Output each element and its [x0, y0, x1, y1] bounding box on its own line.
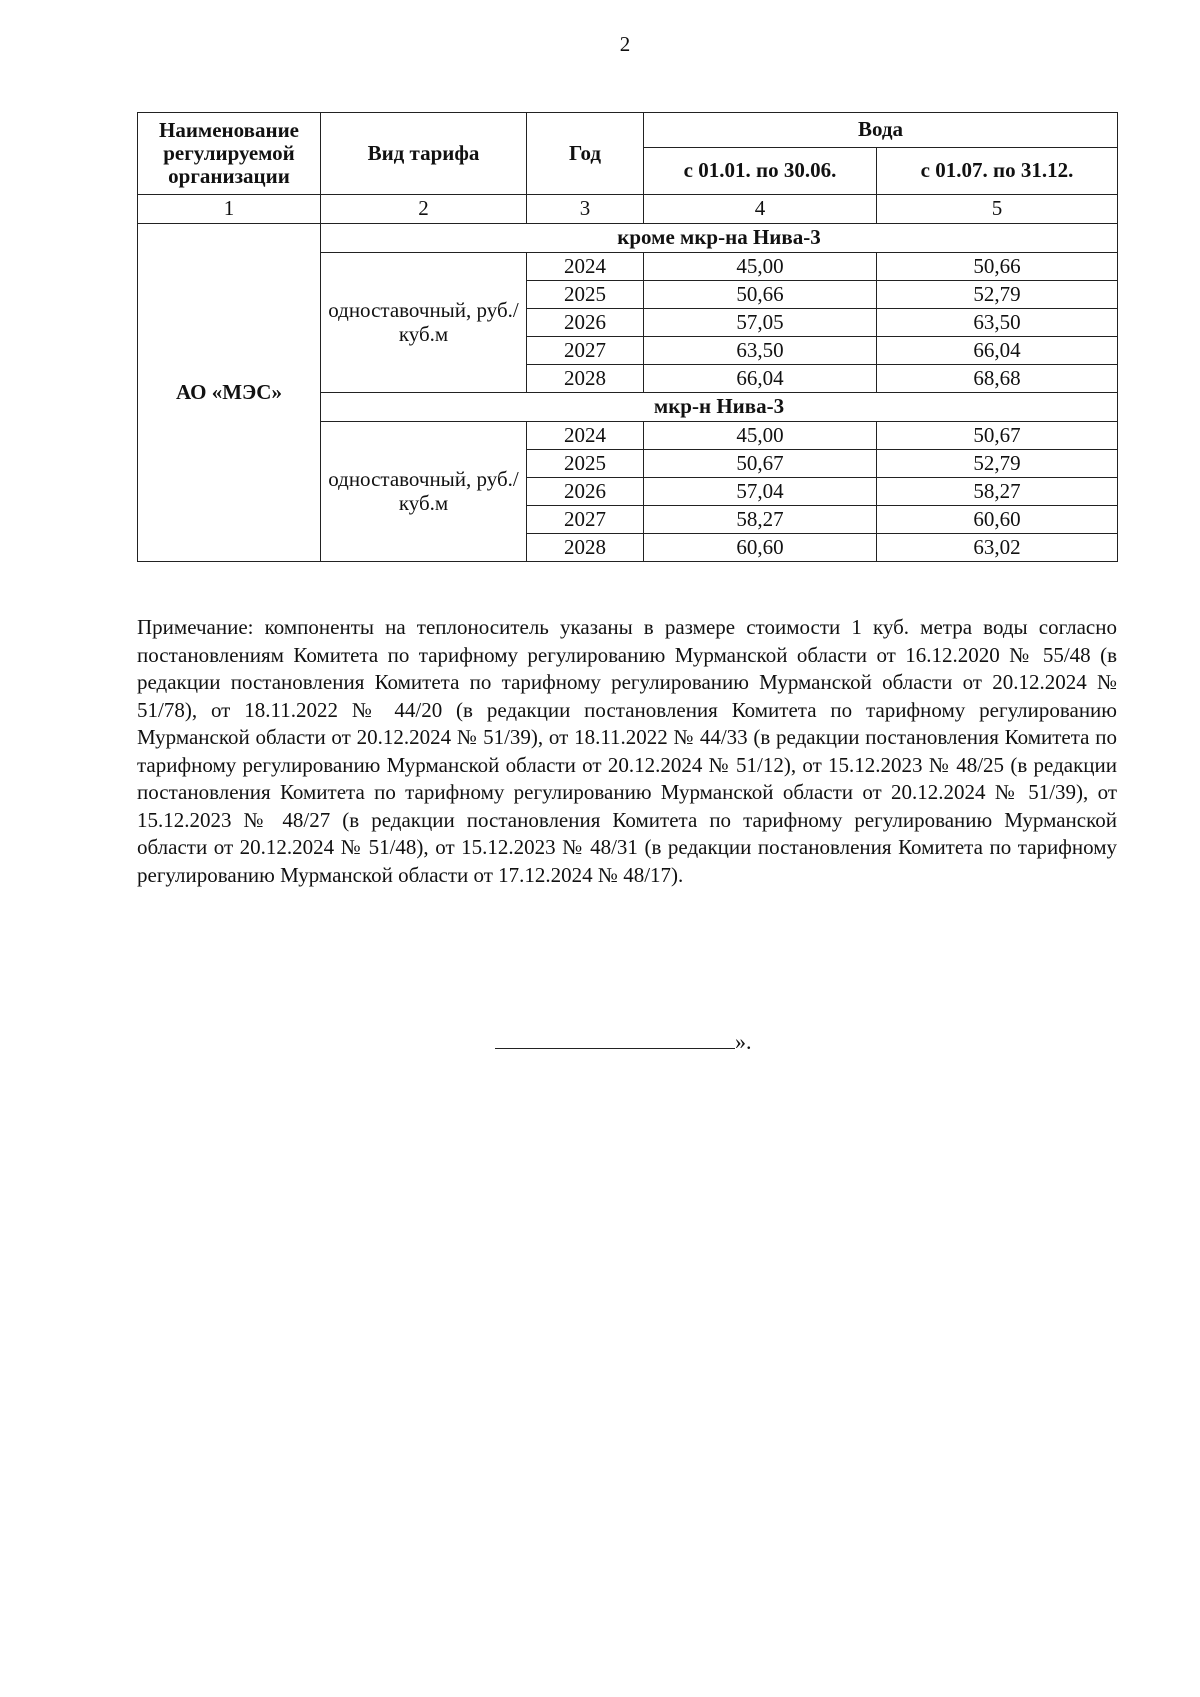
year-cell: 2028 — [527, 534, 644, 562]
value-period2: 63,02 — [877, 534, 1118, 562]
header-period1: с 01.01. по 30.06. — [644, 148, 877, 195]
tariff-table — [137, 112, 1118, 562]
value-period1: 45,00 — [644, 422, 877, 450]
value-period2: 52,79 — [877, 450, 1118, 478]
value-period2: 50,66 — [877, 253, 1118, 281]
note-paragraph: Примечание: компоненты на теплоноситель указаны в размере стоимости 1 куб. метра воды согласно постановлениям Комитета по тарифному регулированию Мурманской области от 16.12.2020 № 55/48 (в редакции постановления Комитета по тарифному регулированию Мурманской области от 20.12.2024 № 51/78), от 18.11.2022 № 44/20 (в редакции постановления Комитета по тарифному регулированию Мурманской области от 20.12.2024 № 51/39), от 18.11.2022 № 44/33 (в редакции постановления Комитета по тарифному регулированию Мурманской области от 20.12.2024 № 51/12), от 15.12.2023 № 48/25 (в редакции постановления Комитета по тарифному регулированию Мурманской области от 20.12.2024 № 51/39), от 15.12.2023 № 48/27 (в редакции постановления Комитета по тарифному регулированию Мурманской области от 20.12.2024 № 51/48), от 15.12.2023 № 48/31 (в редакции постановления Комитета по тарифному регулированию Мурманской области от 17.12.2024 № 48/17). — [137, 615, 1117, 887]
year-cell: 2025 — [527, 281, 644, 309]
year-cell: 2027 — [527, 506, 644, 534]
organization-name: АО «МЭС» — [138, 224, 321, 562]
value-period2: 52,79 — [877, 281, 1118, 309]
value-period1: 66,04 — [644, 365, 877, 393]
year-cell: 2026 — [527, 309, 644, 337]
header-group: Вода — [644, 113, 1118, 148]
column-number: 3 — [527, 195, 644, 224]
value-period2: 58,27 — [877, 478, 1118, 506]
value-period1: 50,67 — [644, 450, 877, 478]
year-cell: 2025 — [527, 450, 644, 478]
value-period2: 63,50 — [877, 309, 1118, 337]
signature-line — [495, 1028, 735, 1049]
column-number: 1 — [138, 195, 321, 224]
section-title: кроме мкр-на Нива-3 — [321, 224, 1118, 253]
column-number: 5 — [877, 195, 1118, 224]
header-tariff-type: Вид тарифа — [321, 113, 527, 195]
closing-mark — [495, 1028, 752, 1055]
value-period2: 66,04 — [877, 337, 1118, 365]
value-period2: 68,68 — [877, 365, 1118, 393]
value-period1: 50,66 — [644, 281, 877, 309]
closing-quote: ». — [735, 1029, 752, 1054]
year-cell: 2028 — [527, 365, 644, 393]
value-period1: 58,27 — [644, 506, 877, 534]
tariff-type-cell: одноставочный, руб./куб.м — [321, 422, 527, 562]
column-number: 2 — [321, 195, 527, 224]
year-cell: 2024 — [527, 422, 644, 450]
value-period1: 57,04 — [644, 478, 877, 506]
tariff-type-cell: одноставочный, руб./куб.м — [321, 253, 527, 393]
header-period2: с 01.07. по 31.12. — [877, 148, 1118, 195]
value-period1: 63,50 — [644, 337, 877, 365]
value-period1: 45,00 — [644, 253, 877, 281]
page-number: 2 — [619, 32, 631, 56]
header-org: Наименование регулируемой организации — [138, 113, 321, 195]
year-cell: 2024 — [527, 253, 644, 281]
year-cell: 2026 — [527, 478, 644, 506]
value-period2: 60,60 — [877, 506, 1118, 534]
column-number: 4 — [644, 195, 877, 224]
value-period2: 50,67 — [877, 422, 1118, 450]
header-year: Год — [527, 113, 644, 195]
year-cell: 2027 — [527, 337, 644, 365]
value-period1: 57,05 — [644, 309, 877, 337]
value-period1: 60,60 — [644, 534, 877, 562]
section-title: мкр-н Нива-3 — [321, 393, 1118, 422]
